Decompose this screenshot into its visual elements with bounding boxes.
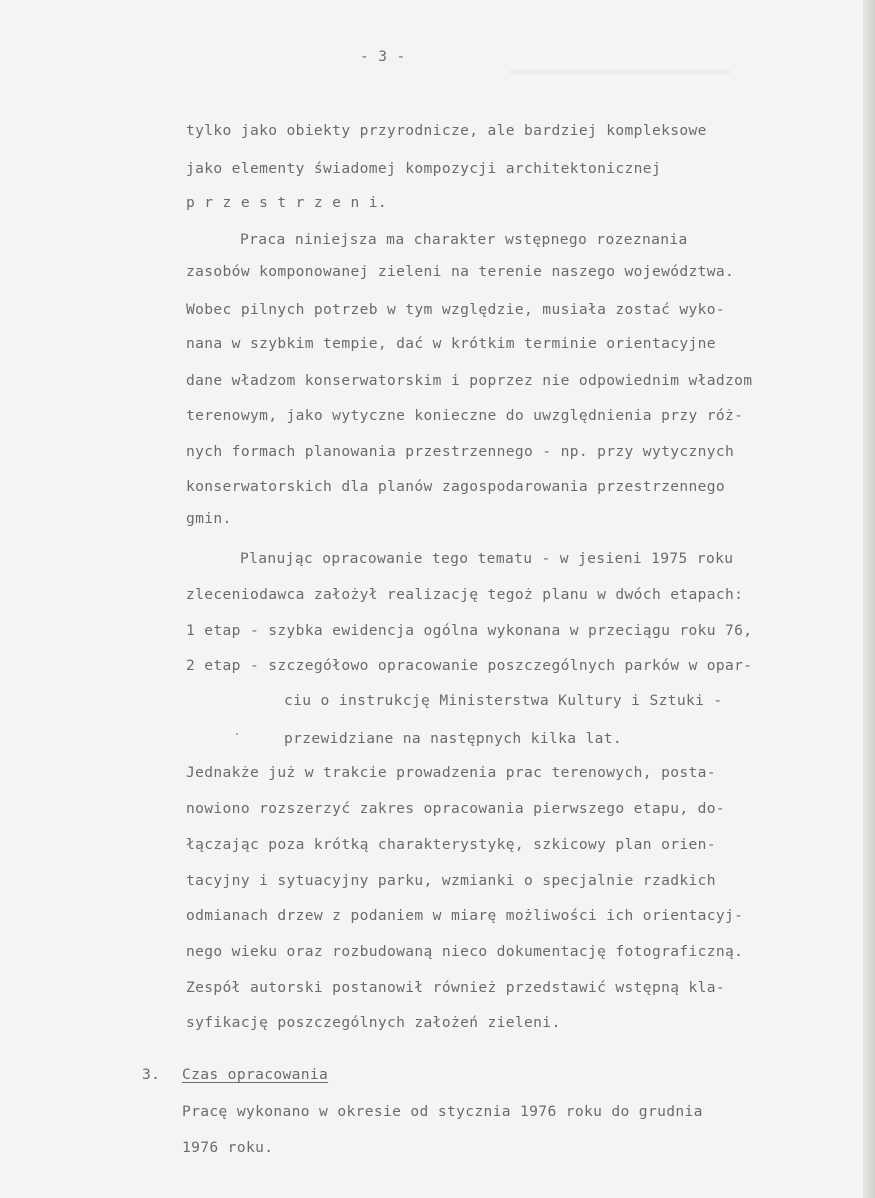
stray-ink-dot xyxy=(236,733,238,735)
text-line: nana w szybkim tempie, dać w krótkim terminie orientacyjne xyxy=(186,335,716,352)
section-heading: Czas opracowania xyxy=(182,1066,329,1083)
text-line: dane władzom konserwatorskim i poprzez nie odpowiednim władzom xyxy=(186,372,753,389)
text-line: Planując opracowanie tego tematu - w jesieni 1975 roku xyxy=(240,550,734,567)
text-line: Pracę wykonano w okresie od stycznia 1976 roku do grudnia xyxy=(182,1103,703,1120)
text-line: łączając poza krótką charakterystykę, szkicowy plan orien- xyxy=(186,836,716,853)
text-line: Praca niniejsza ma charakter wstępnego rozeznania xyxy=(240,231,688,248)
text-line: jako elementy świadomej kompozycji architektonicznej xyxy=(186,160,662,177)
text-line: przewidziane na następnych kilka lat. xyxy=(284,730,623,747)
text-line: nego wieku oraz rozbudowaną nieco dokumentację fotograficzną. xyxy=(186,943,744,960)
text-line: nowiono rozszerzyć zakres opracowania pierwszego etapu, do- xyxy=(186,800,726,817)
text-line: gmin. xyxy=(186,510,232,527)
text-line: Wobec pilnych potrzeb w tym względzie, musiała zostać wyko- xyxy=(186,301,726,318)
text-line: Jednakże już w trakcie prowadzenia prac terenowych, posta- xyxy=(186,764,716,781)
page-number: - 3 - xyxy=(360,48,406,65)
text-line: zasobów komponowanej zieleni na terenie naszego województwa. xyxy=(186,263,735,280)
text-line: 1976 roku. xyxy=(182,1139,274,1156)
text-line: 2 etap - szczegółowo opracowanie poszczególnych parków w opar- xyxy=(186,657,753,674)
text-line: Zespół autorski postanowił również przedstawić wstępną kla- xyxy=(186,979,726,996)
text-line: tylko jako obiekty przyrodnicze, ale bardziej kompleksowe xyxy=(186,122,707,139)
section-number: 3. xyxy=(142,1066,161,1083)
text-line: 1 etap - szybka ewidencja ogólna wykonana w przeciągu roku 76, xyxy=(186,622,753,639)
text-line: tacyjny i sytuacyjny parku, wzmianki o specjalnie rzadkich xyxy=(186,872,716,889)
faint-bleedthrough-mark xyxy=(510,70,730,74)
text-line: konserwatorskich dla planów zagospodarowania przestrzennego xyxy=(186,478,726,495)
text-line: zleceniodawca założył realizację tegoż planu w dwóch etapach: xyxy=(186,586,744,603)
text-line: terenowym, jako wytyczne konieczne do uwzględnienia przy róż- xyxy=(186,407,744,424)
text-line: nych formach planowania przestrzennego - np. przy wytycznych xyxy=(186,443,735,460)
text-line: syfikację poszczególnych założeń zieleni. xyxy=(186,1014,561,1031)
page-edge-shadow xyxy=(863,0,875,1198)
text-line: p r z e s t r z e n i. xyxy=(186,194,387,211)
text-line: ciu o instrukcję Ministerstwa Kultury i Sztuki - xyxy=(284,692,723,709)
text-line: odmianach drzew z podaniem w miarę możliwości ich orientacyj- xyxy=(186,907,744,924)
